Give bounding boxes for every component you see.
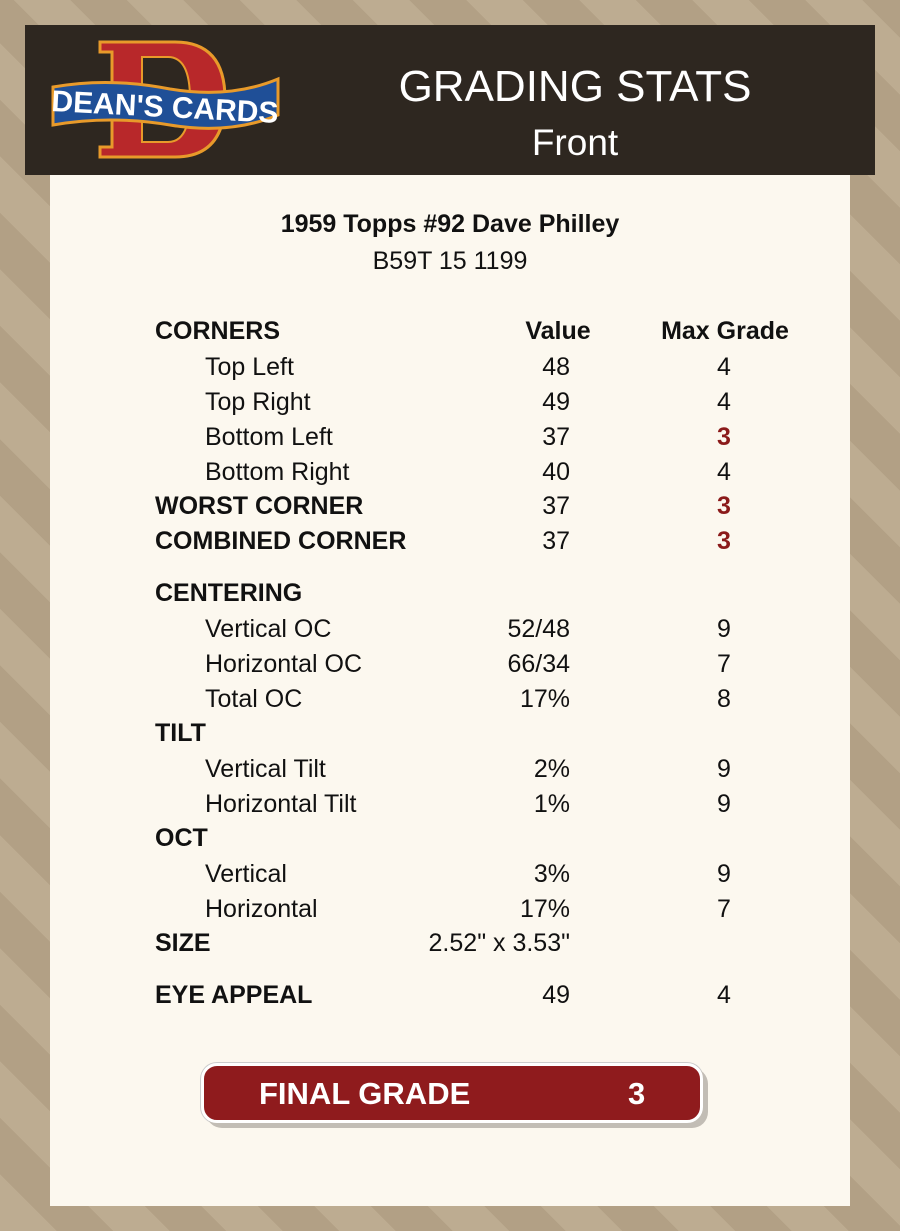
section-label: CENTERING <box>155 579 303 607</box>
final-grade-label: FINAL GRADE <box>259 1076 471 1111</box>
row-value: 49 <box>542 388 570 416</box>
row-value: 48 <box>542 353 570 381</box>
row-label: Vertical Tilt <box>205 755 326 783</box>
svg-text:DEAN'S CARDS: DEAN'S CARDS <box>50 85 280 130</box>
row-label: COMBINED CORNER <box>155 527 407 555</box>
card-title: 1959 Topps #92 Dave Philley <box>280 210 620 238</box>
row-max-grade: 4 <box>717 981 731 1009</box>
row-label: SIZE <box>155 929 211 957</box>
table-row <box>50 614 850 644</box>
row-label: Horizontal <box>205 895 318 923</box>
worst-corner-row <box>50 491 850 521</box>
row-max-grade: 3 <box>717 527 731 555</box>
row-value: 37 <box>542 492 570 520</box>
row-label: Top Right <box>205 388 311 416</box>
table-row <box>50 859 850 889</box>
row-value: 3% <box>533 860 570 888</box>
row-max-grade: 9 <box>717 755 731 783</box>
row-label: Total OC <box>205 685 303 713</box>
section-label: TILT <box>155 719 206 747</box>
table-row <box>50 894 850 924</box>
card-code: B59T 15 1199 <box>372 247 528 275</box>
row-max-grade: 7 <box>717 650 731 678</box>
oct-header-row <box>50 823 850 853</box>
row-value: 2.52" x 3.53" <box>428 929 570 957</box>
row-label: Horizontal Tilt <box>205 790 357 818</box>
section-label: OCT <box>155 824 208 852</box>
final-grade-value: 3 <box>628 1076 646 1111</box>
row-max-grade: 9 <box>717 615 731 643</box>
table-row <box>50 684 850 714</box>
row-label: Bottom Right <box>205 458 350 486</box>
row-label: Top Left <box>205 353 294 381</box>
row-value: 49 <box>542 981 570 1009</box>
row-value: 52/48 <box>507 615 570 643</box>
row-max-grade: 8 <box>717 685 731 713</box>
table-row <box>50 457 850 487</box>
row-max-grade: 7 <box>717 895 731 923</box>
row-max-grade: 4 <box>717 388 731 416</box>
row-max-grade: 3 <box>717 492 731 520</box>
tilt-header-row <box>50 718 850 748</box>
column-header-value: Value <box>525 317 591 345</box>
table-row <box>50 754 850 784</box>
row-label: Vertical OC <box>205 615 332 643</box>
row-value: 37 <box>542 423 570 451</box>
row-label: Bottom Left <box>205 423 333 451</box>
row-max-grade: 4 <box>717 353 731 381</box>
row-max-grade: 3 <box>717 423 731 451</box>
size-row <box>50 928 850 958</box>
section-label: CORNERS <box>155 317 281 345</box>
row-value: 37 <box>542 527 570 555</box>
eye-appeal-row <box>50 980 850 1010</box>
deans-cards-logo <box>50 37 280 162</box>
corners-header-row <box>50 316 850 346</box>
row-value: 17% <box>519 895 570 923</box>
table-row <box>50 387 850 417</box>
page-subtitle: Front <box>531 122 619 163</box>
row-label: WORST CORNER <box>155 492 364 520</box>
row-value: 17% <box>519 685 570 713</box>
row-max-grade: 9 <box>717 860 731 888</box>
final-grade-banner <box>201 1063 703 1123</box>
table-row <box>50 789 850 819</box>
table-row <box>50 352 850 382</box>
row-value: 2% <box>533 755 570 783</box>
centering-header-row <box>50 578 850 608</box>
grading-panel <box>50 175 850 1206</box>
header <box>25 25 875 175</box>
table-row <box>50 649 850 679</box>
column-header-max-grade: Max Grade <box>661 317 789 345</box>
row-value: 1% <box>533 790 570 818</box>
page-title: GRADING STATS <box>398 62 752 111</box>
row-max-grade: 9 <box>717 790 731 818</box>
table-row <box>50 422 850 452</box>
row-label: Vertical <box>205 860 287 888</box>
combined-corner-row <box>50 526 850 556</box>
row-label: EYE APPEAL <box>155 981 313 1009</box>
row-value: 66/34 <box>507 650 570 678</box>
row-max-grade: 4 <box>717 458 731 486</box>
row-label: Horizontal OC <box>205 650 362 678</box>
row-value: 40 <box>542 458 570 486</box>
